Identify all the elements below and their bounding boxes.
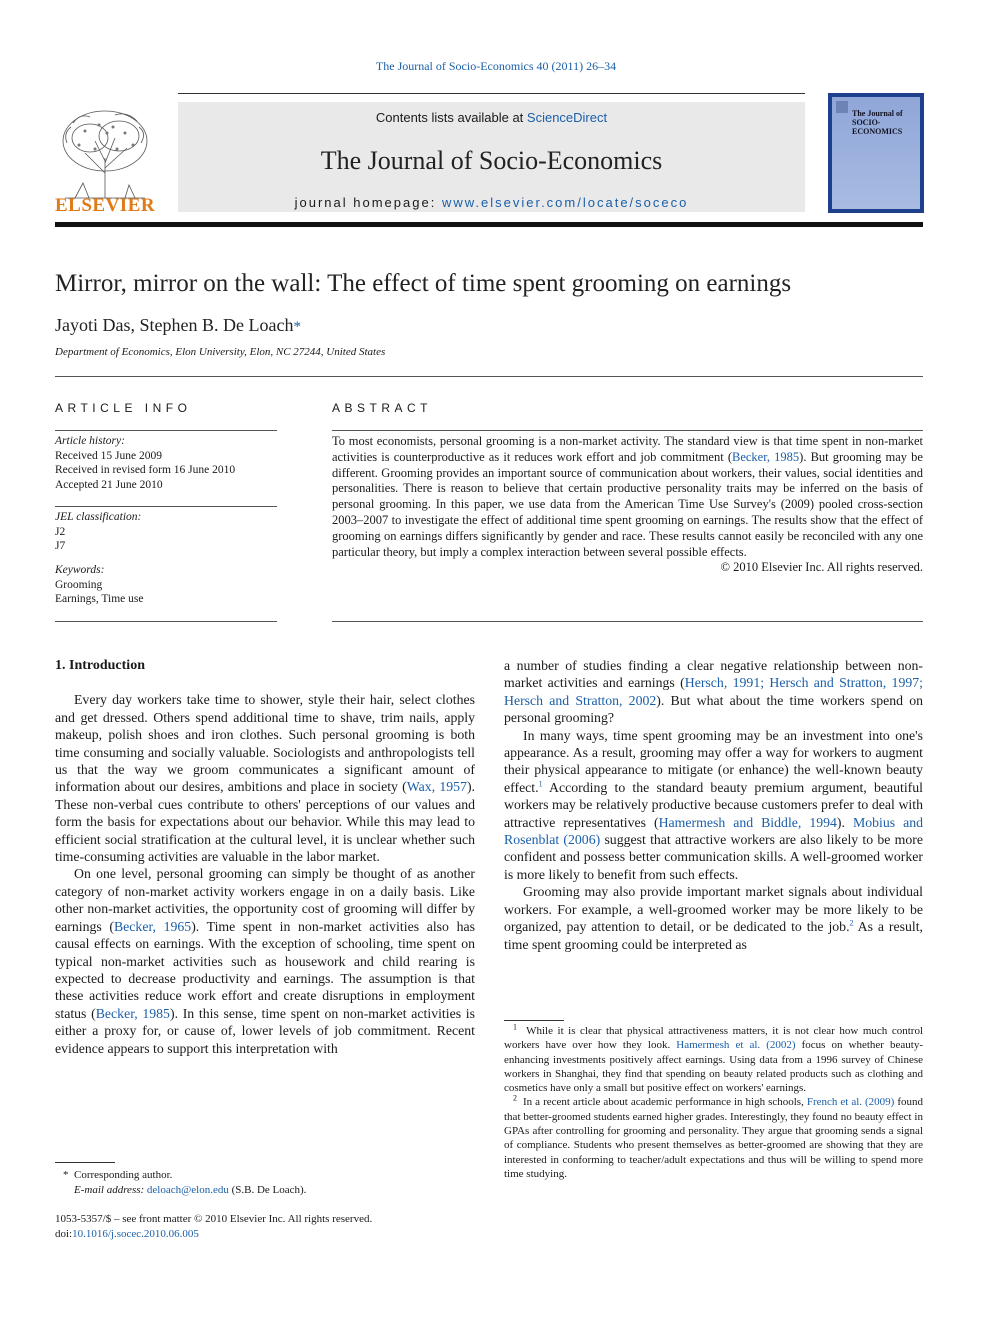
journal-reference[interactable]: The Journal of Socio-Economics 40 (2011) 26–34 (375, 59, 617, 73)
abstract-body: ). But grooming may be different. Grooming provides an important source of communication about workers, their values, social identities and personalities. There is reason to believe that certain productive personality traits may be inferred on the basis of personal grooming. In this paper, we use data from the American Time Use Survey's (2009) pooled cross-section 2003–2007 to investigate the effect of additional time spent grooming on earnings. The results show that the effect of grooming on earnings differs significantly by gender and race. These results cannot easily be reconciled with any one particular theory, but imply a complex interaction between several possible effects. (332, 449, 923, 559)
jel-code: J2 (55, 525, 66, 538)
revised-date: Received in revised form 16 June 2010 (55, 464, 236, 476)
abstract-rule-top (332, 430, 923, 431)
body-paragraph: In many ways, time spent grooming may be an investment into one's appearance. As a result, grooming may offer a way for workers to augment their physical appearance to mitigate (or enhance) the well-known beauty effect.$^1$ According to the standard beauty premium argument, beautiful workers may be relatively productive because customers prefer to deal with attractive representatives (Hamermesh and Biddle, 1994). Mobius and Rosenblat (2006) suggest that attractive workers are also likely to be more confident and possess better communication skills. A well-groomed worker is more likely to benefit from such effects. (504, 727, 923, 882)
body-paragraph: On one level, personal grooming can simply be thought of as another category of non-market activity workers engage in on a daily basis. Like other non-market activities, the opportunity cost of grooming will differ by earnings (Becker, 1965). Time spent in non-market activities also has causal effects on earnings. With the exception of schooling, time spent on typical non-market activities such as housework and child rearing is expected to decrease productivity and earnings. The assumption is that these activities reduce work effort and create disruptions in employment status (Becker, 1985). In this sense, time spent on non-market activities is either a proxy for, or cause of, lower levels of job commitment. Recent evidence appears to support this interpretation with (55, 866, 475, 1056)
body-column-left (55, 657, 475, 1057)
footnote-ref[interactable]: 1 (538, 779, 543, 789)
received-date: Received 15 June 2009 (55, 449, 162, 462)
footnote-ref[interactable]: 2 (849, 918, 854, 928)
cover-logo-icon (836, 101, 848, 113)
citation-link[interactable]: Becker, 1985 (732, 449, 800, 464)
citation-link[interactable]: French et al. (2009) (806, 1096, 895, 1109)
abstract-heading: ABSTRACT (332, 401, 433, 415)
header-top-rule (178, 93, 805, 94)
masthead (55, 93, 923, 216)
corresponding-author-mark[interactable]: * (293, 319, 301, 335)
info-rule-2 (55, 506, 277, 507)
footnote-rule (504, 1020, 564, 1021)
info-rule-bottom (55, 621, 277, 622)
footnotes (504, 1024, 923, 1181)
journal-cover-image (828, 93, 924, 213)
body-paragraph: Grooming may also provide important market signals about individual workers. For example, a well-groomed worker may be more likely to be organized, pay attention to detail, or be dedicated to the job.$^2$ As a result, time spent grooming could be interpreted as (504, 884, 923, 952)
jel-classification (55, 510, 277, 554)
keywords (55, 563, 277, 607)
elsevier-wordmark: ELSEVIER (55, 195, 156, 216)
keyword: Grooming (55, 578, 103, 591)
body-paragraph: a number of studies finding a clear negative relationship between non-market activities and earnings (Hersch, 1991; Hersch and Stratton, 1997; Hersch and Stratton, 2002). But what about the time workers spend on personal grooming? (504, 658, 923, 726)
footnote: $^2$ In a recent article about academic performance in high schools, French et al. (2009) found that better-groomed students earned higher grades. Interestingly, they found no beauty effect in GPAs after controlling for grooming and personality. They argue that grooming sends a signal of compliance. Students who present themselves as better-groomed are showing that they are interested in conforming to teacher/adult expectations and thus will be willing to spend more time studying. (504, 1093, 924, 1180)
citation-link[interactable]: Hersch, 1991; Hersch and Stratton, 1997; Hersch and Stratton, 2002 (504, 675, 923, 708)
doi-link[interactable]: 10.1016/j.socec.2010.06.005 (72, 1227, 199, 1240)
accepted-date: Accepted 21 June 2010 (55, 478, 163, 491)
body-column-right (504, 657, 923, 953)
issn-doi: 1053-5357/$ – see front matter © 2010 Elsevier Inc. All rights reserved. doi:10.1016/j.socec.2010.06.005 (55, 1212, 475, 1241)
homepage-line (178, 195, 805, 210)
homepage-link[interactable]: www.elsevier.com/locate/soceco (441, 195, 689, 210)
history-label: Article history: (55, 435, 125, 447)
abstract-copyright: © 2010 Elsevier Inc. All rights reserved. (720, 560, 923, 575)
cover-title: The Journal of SOCIO-ECONOMICS (852, 109, 903, 136)
author-names: Jayoti Das, Stephen B. De Loach (55, 315, 294, 335)
email-link[interactable]: deloach@elon.edu (146, 1183, 229, 1196)
jel-label: JEL classification: (55, 511, 142, 523)
keyword: Earnings, Time use (55, 593, 144, 605)
authors (55, 315, 301, 336)
section-heading: 1. Introduction (55, 658, 145, 673)
citation-link[interactable]: Hamermesh et al. (2002) (676, 1039, 796, 1052)
citation-link[interactable]: Wax, 1957 (406, 779, 467, 795)
article-title: Mirror, mirror on the wall: The effect of time spent grooming on earnings (55, 270, 792, 297)
title-divider (55, 376, 923, 377)
footnote: $^1$ While it is clear that physical attractiveness matters, it is not clear how much control workers have over how they look. Hamermesh et al. (2002) focus on whether beauty-enhancing investments positively affect earnings. Using data from a 1996 survey of Chinese workers in Shanghai, they find that spending on beauty related products such as clothing and cosmetics have only a small but positive effect on workers' earnings. (504, 1022, 923, 1095)
article-history (55, 434, 277, 492)
contents-prefix: Contents lists available at (375, 110, 527, 125)
abstract-text (332, 434, 923, 576)
info-rule-top (55, 430, 277, 431)
citation-link[interactable]: Hamermesh and Biddle, 1994 (658, 814, 837, 830)
citation-link[interactable]: Becker, 1985 (95, 1005, 170, 1021)
citation-link[interactable]: Mobius and Rosenblat (2006) (504, 814, 923, 848)
corresponding-author-note: * Corresponding author. E-mail address: deloach@elon.edu (S.B. De Loach). (63, 1169, 307, 1196)
journal-header-box (178, 102, 805, 212)
journal-name: The Journal of Socio-Economics (320, 146, 663, 175)
front-matter-rule (55, 1162, 115, 1163)
contents-line (178, 110, 805, 125)
citation-link[interactable]: Becker, 1965 (113, 918, 192, 934)
jel-code: J7 (55, 540, 66, 552)
abstract-body: To most economists, personal grooming is a non-market activity. The standard view is that time spent in non-market activities is counterproductive as it reduces work effort and job commitment ( (332, 434, 923, 464)
body-paragraph: Every day workers take time to shower, style their hair, select clothes and get dressed. Others spend additional time to shave, trim nails, apply makeup, polish shoes and iron clothes. Such personal grooming is both time consuming and socially valuable. Sociologists and anthropologists tell us that the way we groom communicates a significant amount of information about our desires, ambitions and place in society (Wax, 1957). These non-verbal cues contribute to others' perceptions of our values and form the basis for expectations about our behavior. While this may lead to efficient social stratification at the cultural level, it is unclear whether such time-consuming activities are valuable in the labor market. (55, 692, 475, 865)
header-divider (55, 222, 923, 227)
affiliation: Department of Economics, Elon University, Elon, NC 27244, United States (55, 346, 386, 358)
keywords-label: Keywords: (55, 564, 105, 576)
sciencedirect-link[interactable]: ScienceDirect (526, 110, 608, 125)
homepage-prefix: journal homepage: (294, 195, 442, 210)
issn-line: 1053-5357/$ – see front matter © 2010 Elsevier Inc. All rights reserved. (55, 1213, 373, 1225)
abstract-rule-bottom (332, 621, 923, 622)
article-info-heading: ARTICLE INFO (55, 401, 192, 415)
